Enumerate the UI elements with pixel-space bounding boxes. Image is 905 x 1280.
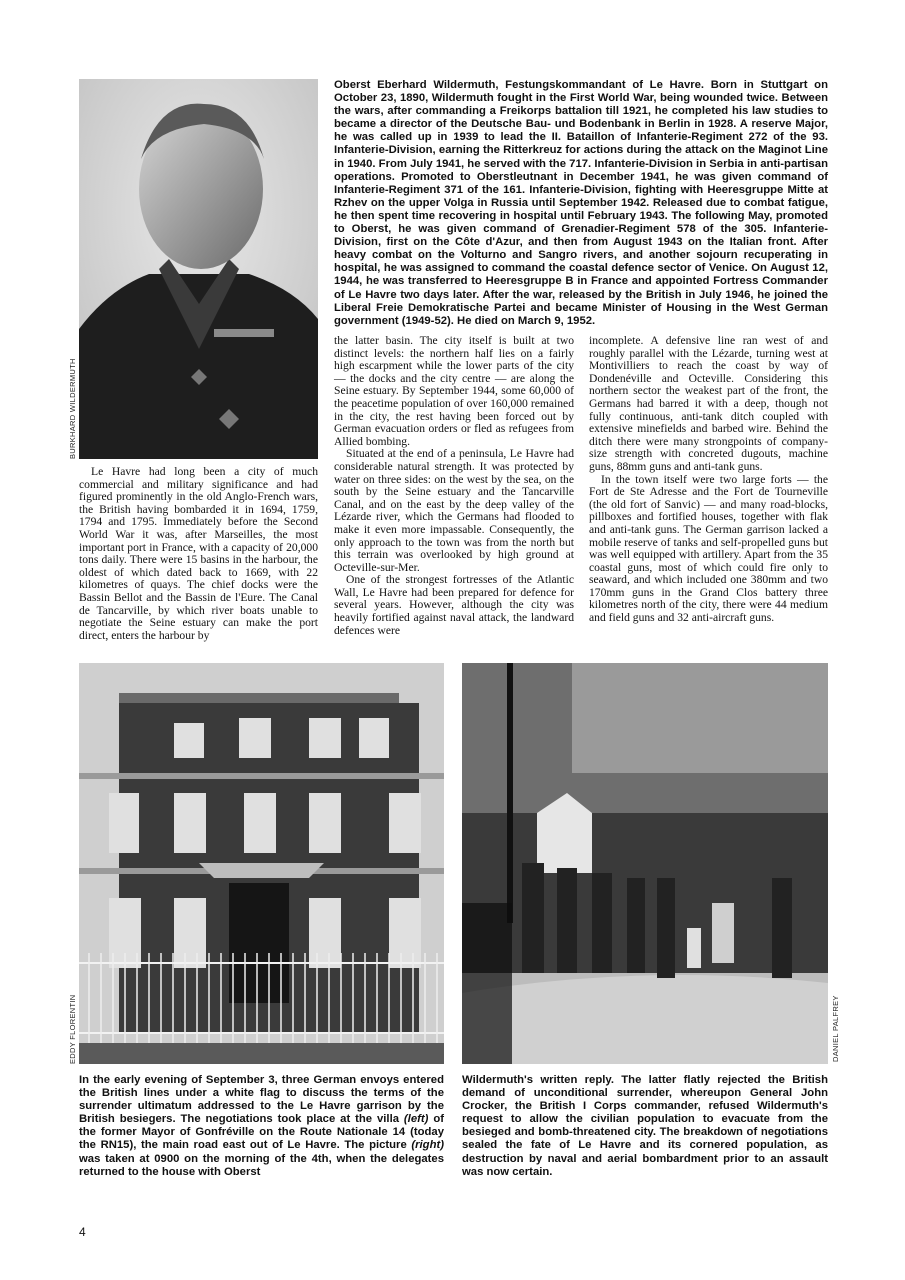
body-column-1: [79, 466, 318, 642]
street-photo: [462, 663, 828, 1064]
caption-text: was taken at 0900 on the morning of the 4th, when the delegates returned to the house with Oberst: [79, 1152, 444, 1178]
portrait-photo: [79, 79, 318, 459]
caption-text: In the early evening of September 3, three German envoys entered the British lines under a white flag to discuss the terms of the surrender ultimatum addressed to the Le Havre garrison by the British besiegers. The negotiations took place at the villa: [79, 1074, 444, 1126]
body-paragraph: Situated at the end of a peninsula, Le Havre had considerable natural strength. It was protected by water on three sides: on the west by the sea, on the south by the Seine estuary and the Tancarville Canal, and on the east by the deep valley of the Lézarde river, which the Germans had flooded to make it even more impassable. Consequently, the only approach to the town was from the north but this terrain was overlooked by high ground at Octeville-sur-Mer.: [334, 447, 574, 574]
body-paragraph: Le Havre had long been a city of much commercial and military significance and had figured prominently in the old Anglo-French wars, the British having bombarded it in 1694, 1759, 1794 and 1795. Immediately before the Second World War it was, after Marseilles, the most important port in France, with a capacity of 20,000 tons daily. There were 15 basins in the harbour, the oldest of which dated back to 1669, with 22 kilometres of quays. The chief docks were the Bassin Bellot and the Bassin de l'Eure. The Canal de Tancarville, by which river boats unable to negotiate the Seine estuary can make the port direct, enters the harbour by: [79, 465, 318, 642]
body-paragraph: One of the strongest fortresses of the Atlantic Wall, Le Havre had been prepared for defence for several years. However, although the city was heavily fortified against naval attack, the landward defences were: [334, 573, 574, 637]
portrait-credit: BURKHARD WILDERMUTH: [68, 358, 77, 459]
caption-italic: (left): [403, 1113, 429, 1126]
bottom-caption-left: [79, 1074, 444, 1179]
body-column-3: [589, 335, 828, 625]
body-paragraph: incomplete. A defensive line ran west of and roughly parallel with the Lézarde, turning west at Montivilliers to reach the coast by way of Dondenéville and Octeville. Considering this northern sector the weakest part of the front, the Germans had barred it with a deep, though not fully continuous, anti-tank ditch coupled with extensive minefields and barbed wire. Behind the ditch there were many strongpoints of company-size strength with concreted dugouts, machine guns, 88mm guns and anti-tank guns.: [589, 334, 828, 473]
villa-credit: EDDY FLORENTIN: [68, 994, 77, 1064]
bottom-caption-right: Wildermuth's written reply. The latter flatly rejected the British demand of unconditional surrender, whereupon General John Crocker, the British I Corps commander, refused Wildermuth's request to allow the civilian population to evacuate from the besieged and bomb-threatened city. The breakdown of negotiations sealed the fate of Le Havre and its cornered population, as destruction by naval and aerial bombardment prior to an assault was now certain.: [462, 1074, 828, 1178]
body-paragraph: the latter basin. The city itself is built at two distinct levels: the northern half lies on a fairly high escarpment while the lower parts of the city — the docks and the city centre — are along the Seine estuary. By September 1944, some 60,000 of the peacetime population of over 160,000 remained in the city, the rest having been forced out by German evacuation orders or fled as refugees from Allied bombing.: [334, 334, 574, 448]
caption-italic: (right): [411, 1139, 444, 1152]
villa-photo: [79, 663, 444, 1064]
portrait-caption: Oberst Eberhard Wildermuth, Festungskommandant of Le Havre. Born in Stuttgart on October 23, 1890, Wildermuth fought in the First World War, being wounded twice. Between the wars, after commanding a Freikorps battalion till 1921, he completed his law studies to became a director of the Deutsche Bau- und Bodenbank in Berlin in 1928. A reserve Major, he was called up in 1939 to lead the II. Bataillon of Infanterie-Regiment 272 of the 93. Infanterie-Division, earning the Ritterkreuz for actions during the attack on the Maginot Line in 1940. From July 1941, he served with the 717. Infanterie-Division in Serbia in anti-partisan operations. Promoted to Oberstleutnant in December 1941, he was given command of Infanterie-Regiment 371 of the 161. Infanterie-Division, fighting with Heeresgruppe Mitte at Rzhev on the upper Volga in Russia until September 1942. Released due to combat fatigue, he then spent time recovering in hospital until February 1943. The following May, promoted to Oberst, he was given command of Grenadier-Regiment 578 of the 305. Infanterie-Division, first on the Côte d'Azur, and then from August 1943 on the Italian front. After heavy combat on the Volturno and Sangro rivers, and another sojourn recuperating in hospital, he was assigned to command the coastal defence sector of Venice. On August 12, 1944, he was transferred to Heeresgruppe B in France and appointed Fortress Commander of Le Havre two days later. After the war, released by the British in July 1946, he joined the Liberal Freie Demokratische Partei and became Minister of Housing in the West German government (1949-52). He died on March 9, 1952.: [334, 79, 828, 327]
body-paragraph: In the town itself were two large forts — the Fort de Ste Adresse and the Fort de Tourneville (the old fort of Sanvic) — and many road-blocks, pillboxes and fortified houses, together with flak and anti-tank guns. The German garrison lacked a mobile reserve of tanks and self-propelled guns but was well equipped with artillery. Apart from the 35 coastal guns, most of which could fire only to seaward, and which included one 380mm and two 170mm guns in the Grand Clos battery three kilometres north of the city, there were 44 medium and field guns and 32 anti-aircraft guns.: [589, 472, 828, 625]
caption-text: of the former Mayor of Gonfréville on the Route Nationale 14 (today the RN15), the main road east out of Le Havre. The picture: [79, 1113, 444, 1152]
street-credit: DANIEL PALFREY: [831, 995, 840, 1062]
page-number: 4: [79, 1225, 86, 1239]
body-column-2: [334, 335, 574, 637]
